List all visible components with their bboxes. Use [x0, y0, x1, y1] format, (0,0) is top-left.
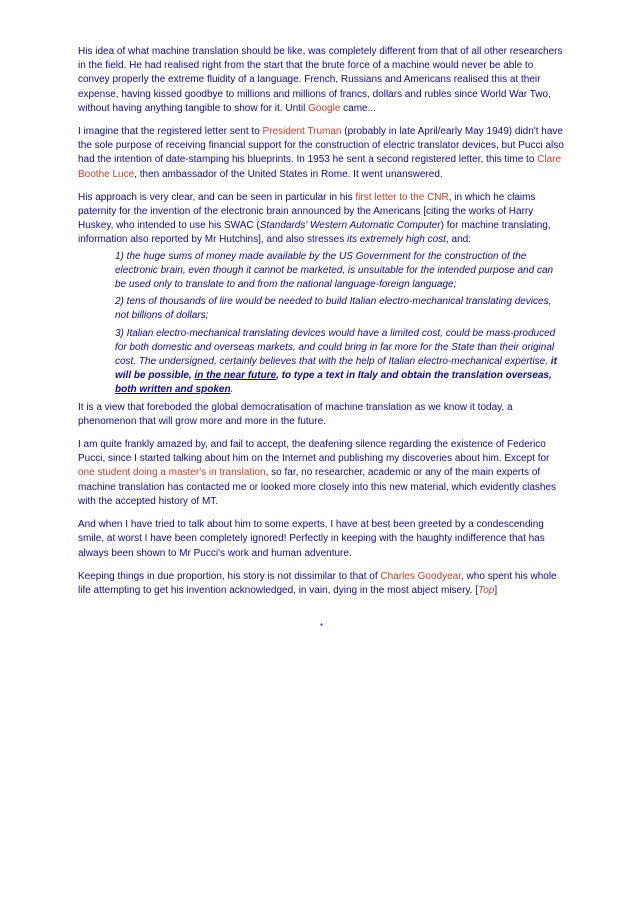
google-link[interactable]: Google: [308, 102, 341, 114]
truman-link[interactable]: President Truman: [262, 126, 342, 138]
student-link[interactable]: one student doing a master's in translation: [78, 467, 266, 479]
paragraph-7: Keeping things in due proportion, his story is not dissimilar to that of Charles Goodyear, who spent his whole life attempting to get his invention acknowledged, in vain, dying in the most abject misery. [Top]: [78, 570, 557, 596]
luce-link[interactable]: Clare Boothe Luce: [78, 154, 562, 180]
paragraph-3: His approach is very clear, and can be seen in particular in his first letter to the CNR, in which he claims paternity for the invention of the electronic brain announced by the Americans [citing the works of Harry Huskey, who intended to use his SWAC (Standards' Western Automatic Computer) for machine translating, information also reported by Mr Hutchins], and also stresses its extremely high cost, and:: [78, 191, 551, 246]
letter-quote: [115, 250, 564, 398]
quote-point-1: 1) the huge sums of money made available by the US Government for the construction of the electronic brain, even though it cannot be marketed, is unsuitable for the intended purpose and can be used only to translate to and from the national language-foreign language;: [115, 250, 554, 291]
quote-point-2: 2) tens of thousands of lire would be needed to build Italian electro-mechanical translating devices, not billions of dollars;: [115, 296, 552, 322]
goodyear-link[interactable]: Charles Goodyear: [380, 570, 461, 582]
document-body: [78, 45, 564, 607]
cnr-letter-link[interactable]: first letter to the CNR: [355, 191, 449, 203]
paragraph-1: His idea of what machine translation should be like, was completely different from that of all other researchers in the field. He had realised right from the start that the brute force of a machine would never be able to convey properly the extreme fluidity of a language. French, Russians and Americans realised this at their expense, having kissed goodbye to millions and millions of francs, dollars and rubles since World War Two, without having anything tangible to show for it. Until Google came...: [78, 46, 563, 114]
paragraph-5: I am quite frankly amazed by, and fail to accept, the deafening silence regarding the existence of Federico Pucci, since I started talking about him on the Internet and publishing my discoveries about him. Except for one student doing a master's in translation, so far, no researcher, academic or any of the main experts of machine translation has contacted me or looked more closely into this new material, which evidently clashes with the accepted history of MT.: [78, 439, 557, 507]
top-link[interactable]: Top: [478, 584, 495, 596]
separator-star: *: [320, 622, 324, 631]
paragraph-2: I imagine that the registered letter sent to President Truman (probably in late April/early May 1949) didn't have the sole purpose of receiving financial support for the construction of electric translator devices, but Pucci also had the intention of date-stamping his blueprints. In 1953 he sent a second registered letter, this time to Clare Boothe Luce, then ambassador of the United States in Rome. It went unanswered.: [78, 126, 564, 180]
paragraph-4: It is a view that foreboded the global democratisation of machine translation as we know it today, a phenomenon that will grow more and more in the future.: [78, 401, 513, 427]
paragraph-6: And when I have tried to talk about him to some experts, I have at best been greeted by a condescending smile, at worst I have been completely ignored! Perfectly in keeping with the haughty indifference that has always been shown to Mr Pucci's work and human adventure.: [78, 519, 545, 559]
quote-point-3: 3) Italian electro-mechanical translating devices would have a limited cost, could be mass-produced for both domestic and overseas markets, and could bring in far more for the State than their original cost. The undersigned, certainly believes that with the help of Italian electro-mechanical expertise, it will be possible, in the near future, to type a text in Italy and obtain the translation overseas, both written and spoken.: [115, 327, 557, 396]
